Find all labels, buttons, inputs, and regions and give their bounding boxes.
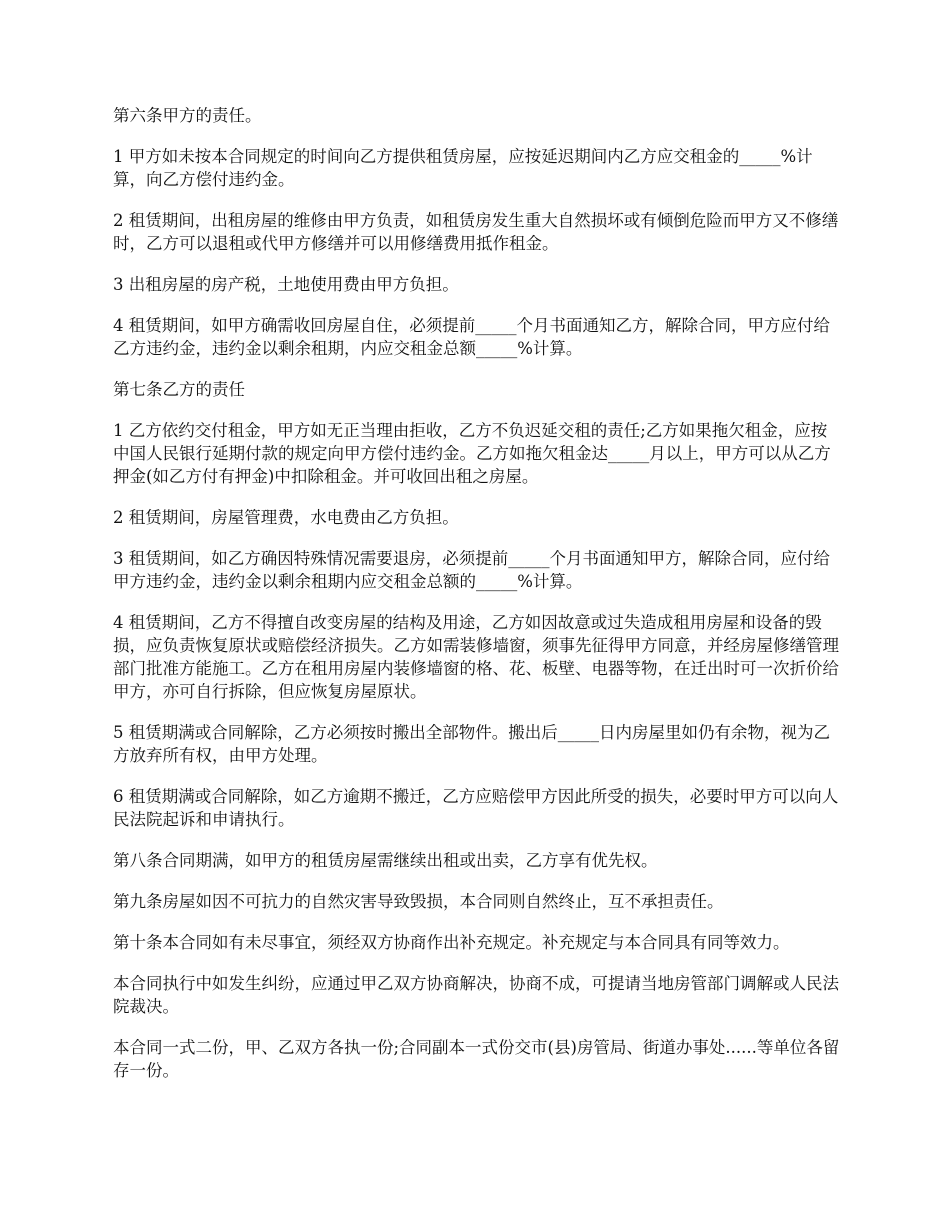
clause-paragraph: 5 租赁期满或合同解除，乙方必须按时搬出全部物件。搬出后_____日内房屋里如仍有余物，视为乙方放弃所有权，由甲方处理。 xyxy=(113,723,830,765)
copies-paragraph: 本合同一式二份，甲、乙双方各执一份;合同副本一式份交市(县)房管局、街道办事处......等单位各留存一份。 xyxy=(113,1038,840,1080)
dispute-resolution-paragraph: 本合同执行中如发生纠纷，应通过甲乙双方协商解决，协商不成，可提请当地房管部门调解或人民法院裁决。 xyxy=(113,974,839,1016)
clause-paragraph: 2 租赁期间，出租房屋的维修由甲方负责，如租赁房发生重大自然损坏或有倾倒危险而甲方又不修缮时，乙方可以退租或代甲方修缮并可以用修缮费用抵作租金。 xyxy=(113,211,839,253)
clause-paragraph: 6 租赁期满或合同解除，如乙方逾期不搬迁，乙方应赔偿甲方因此所受的损失，必要时甲方可以向人民法院起诉和申请执行。 xyxy=(113,787,839,829)
document-body xyxy=(113,104,843,1100)
clause-paragraph: 4 租赁期间，乙方不得擅自改变房屋的结构及用途，乙方如因故意或过失造成租用房屋和设备的毁损，应负责恢复原状或赔偿经济损失。乙方如需装修墙窗，须事先征得甲方同意，并经房屋修缮管理部门批准方能施工。乙方在租用房屋内装修墙窗的格、花、板壁、电器等物，在迁出时可一次折价给甲方，亦可自行拆除，但应恢复房屋原状。 xyxy=(113,613,839,701)
clause-paragraph: 4 租赁期间，如甲方确需收回房屋自住，必须提前_____个月书面通知乙方，解除合同，甲方应付给乙方违约金，违约金以剩余租期，内应交租金总额_____%计算。 xyxy=(113,316,830,358)
clause-paragraph: 2 租赁期间，房屋管理费，水电费由乙方负担。 xyxy=(113,508,459,527)
clause-paragraph: 1 甲方如未按本合同规定的时间向乙方提供租赁房屋，应按延迟期间内乙方应交租金的_____%计算，向乙方偿付违约金。 xyxy=(113,147,813,189)
section-article-9: 第九条房屋如因不可抗力的自然灾害导致毁损，本合同则自然终止，互不承担责任。 xyxy=(113,892,724,911)
section-heading-7: 第七条乙方的责任 xyxy=(113,380,245,399)
section-article-8: 第八条合同期满，如甲方的租赁房屋需继续出租或出卖，乙方享有优先权。 xyxy=(113,851,658,870)
clause-paragraph: 3 租赁期间，如乙方确因特殊情况需要退房，必须提前_____个月书面通知甲方，解除合同，应付给甲方违约金，违约金以剩余租期内应交租金总额的_____%计算。 xyxy=(113,549,830,591)
clause-paragraph: 3 出租房屋的房产税，土地使用费由甲方负担。 xyxy=(113,275,459,294)
clause-paragraph: 1 乙方依约交付租金，甲方如无正当理由拒收，乙方不负迟延交租的责任;乙方如果拖欠租金，应按中国人民银行延期付款的规定向甲方偿付违约金。乙方如拖欠租金达_____月以上，甲方可以从乙方押金(如乙方付有押金)中扣除租金。并可收回出租之房屋。 xyxy=(113,421,831,486)
section-heading-6: 第六条甲方的责任。 xyxy=(113,106,262,125)
section-article-10: 第十条本合同如有未尽事宜，须经双方协商作出补充规定。补充规定与本合同具有同等效力。 xyxy=(113,933,790,952)
